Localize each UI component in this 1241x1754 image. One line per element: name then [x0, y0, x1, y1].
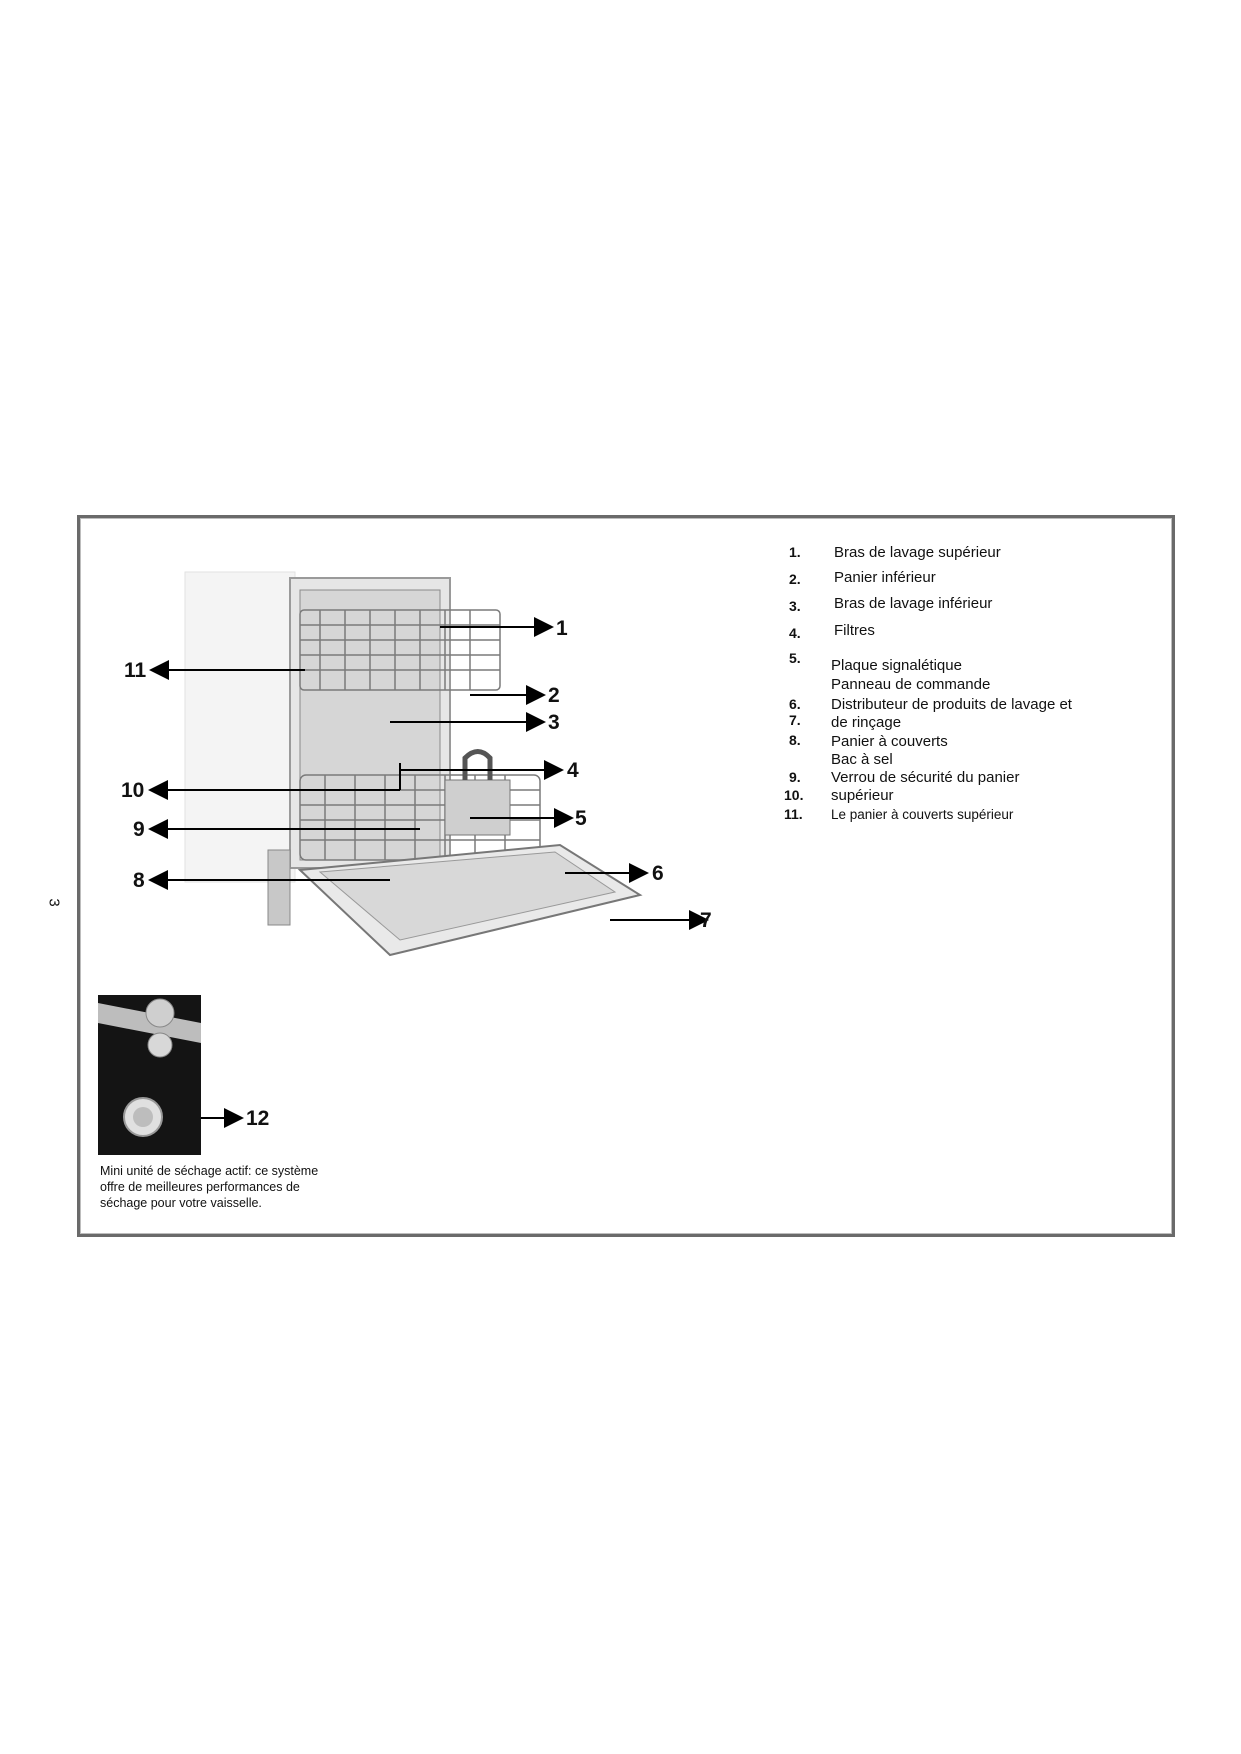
legend-text: Bras de lavage supérieur	[834, 544, 1001, 561]
callout-2: 2	[548, 684, 560, 707]
callout-3: 3	[548, 711, 560, 734]
legend-text: Plaque signalétique	[831, 657, 962, 674]
legend-text: Panneau de commande	[831, 676, 991, 693]
legend-number: 6.	[789, 696, 801, 712]
callout-9: 9	[133, 818, 145, 841]
legend-number: 10.	[784, 787, 804, 803]
legend-number: 8.	[789, 732, 801, 748]
callout-1: 1	[556, 617, 568, 640]
callout-11: 11	[124, 659, 147, 682]
caption-line: Mini unité de séchage actif: ce système	[100, 1164, 319, 1178]
callout-8: 8	[133, 869, 145, 892]
legend-text: Le panier à couverts supérieur	[831, 807, 1014, 822]
legend-number: 5.	[789, 650, 801, 666]
legend-text: Bac à sel	[831, 751, 893, 768]
legend-number: 3.	[789, 598, 801, 614]
legend-text: supérieur	[831, 787, 894, 804]
caption-line: séchage pour votre vaisselle.	[100, 1196, 262, 1210]
callout-4: 4	[567, 759, 579, 782]
legend-text: Verrou de sécurité du panier	[831, 769, 1020, 786]
legend-number: 1.	[789, 544, 801, 560]
legend-text: Bras de lavage inférieur	[834, 595, 993, 612]
caption-line: offre de meilleures performances de	[100, 1180, 300, 1194]
callout-12: 12	[246, 1107, 270, 1130]
drying-unit-photo	[98, 995, 201, 1155]
page-number: 3	[45, 898, 63, 907]
legend-number: 7.	[789, 712, 801, 728]
legend-number: 4.	[789, 625, 801, 641]
legend-text: de rinçage	[831, 714, 902, 731]
legend-text: Panier à couverts	[831, 733, 948, 750]
drying-unit-caption	[100, 1163, 340, 1211]
legend-text: Filtres	[834, 622, 875, 639]
callout-7: 7	[700, 909, 712, 932]
legend-number: 11.	[784, 806, 803, 822]
legend-text: Distributeur de produits de lavage et	[831, 696, 1072, 713]
legend-text: Panier inférieur	[834, 569, 936, 586]
callout-5: 5	[575, 807, 587, 830]
legend-number: 2.	[789, 571, 801, 587]
callout-6: 6	[652, 862, 664, 885]
callout-10: 10	[121, 779, 145, 802]
legend-number: 9.	[789, 769, 801, 785]
